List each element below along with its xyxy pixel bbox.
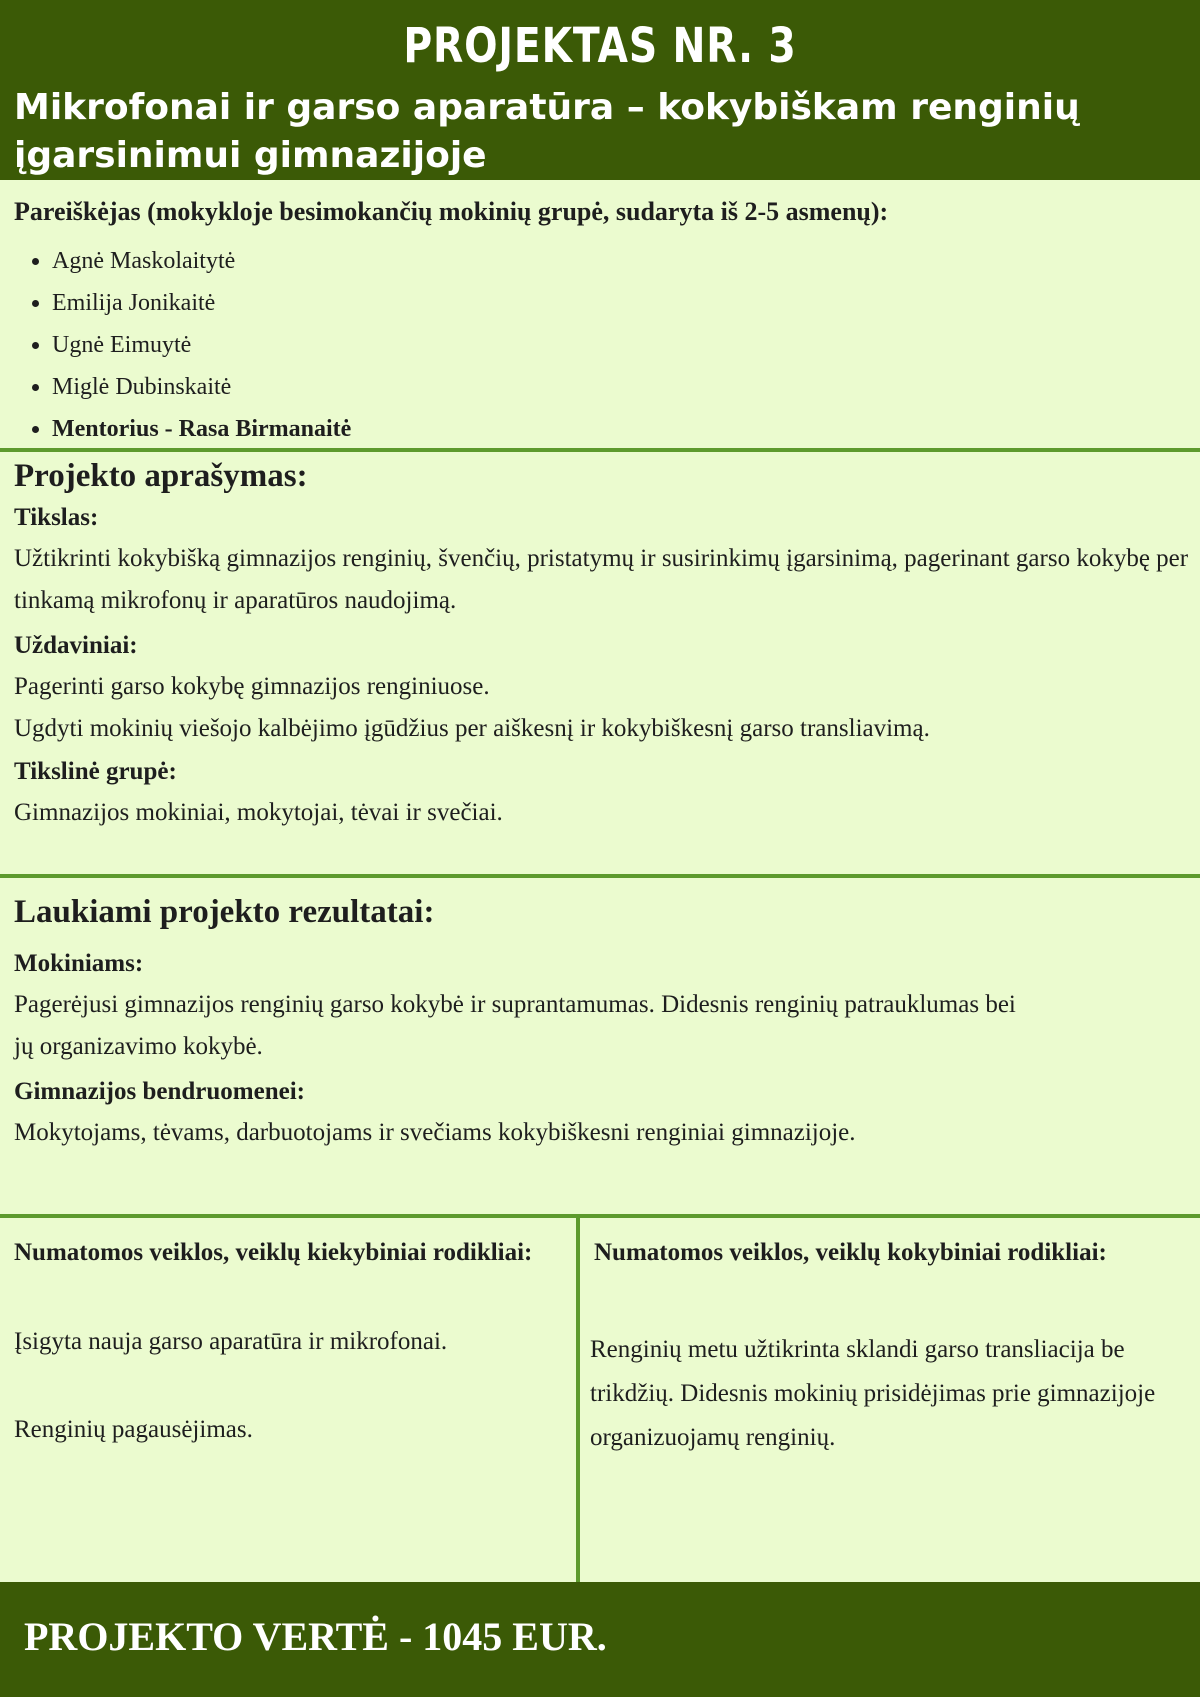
- results-heading: Laukiami projekto rezultatai:: [14, 894, 435, 930]
- quantitative-column: [14, 1222, 554, 1582]
- target-label: Tikslinė grupė:: [14, 758, 177, 785]
- project-title: PROJEKTAS NR. 3: [403, 18, 797, 74]
- divider: [0, 1214, 1200, 1218]
- community-label: Gimnazijos bendruomenei:: [14, 1078, 305, 1105]
- list-item: • Emilija Jonikaitė: [52, 282, 351, 324]
- project-value: PROJEKTO VERTĖ - 1045 EUR.: [24, 1614, 607, 1659]
- quantitative-label: Numatomos veiklos, veiklų kiekybiniai rodikliai:: [14, 1239, 533, 1266]
- divider: [0, 874, 1200, 878]
- qualitative-text: Renginių metu užtikrinta sklandi garso transliacija be trikdžių. Didesnis mokinių prisidėjimas prie gimnazijoje organizuojamų renginių.: [590, 1336, 1156, 1451]
- task-item: Pagerinti garso kokybę gimnazijos renginiuose.: [14, 673, 490, 700]
- goal-text: Užtikrinti kokybišką gimnazijos renginių, švenčių, pristatymų ir susirinkimų įgarsinimą, pagerinant garso kokybę per tinkamą mikrofonų ir aparatūros naudojimą.: [14, 545, 1189, 614]
- target-text: Gimnazijos mokiniai, mokytojai, tėvai ir svečiai.: [14, 799, 503, 826]
- list-item: • Agnė Maskolaitytė: [52, 240, 351, 282]
- list-item: • Ugnė Eimuytė: [52, 324, 351, 366]
- quantitative-item: Įsigyta nauja garso aparatūra ir mikrofonai.: [14, 1328, 448, 1355]
- tasks-label: Uždaviniai:: [14, 632, 138, 659]
- task-item: Ugdyti mokinių viešojo kalbėjimo įgūdžius per aiškesnį ir kokybiškesnį garso transliavimą.: [14, 715, 930, 742]
- column-divider: [576, 1218, 580, 1582]
- member-list: [0, 240, 351, 450]
- quantitative-item: Renginių pagausėjimas.: [14, 1416, 253, 1443]
- list-item: • Miglė Dubinskaitė: [52, 366, 351, 408]
- qualitative-column: [590, 1222, 1174, 1582]
- header-banner: [0, 0, 1200, 180]
- mentor-item: • Mentorius - Rasa Birmanaitė: [52, 408, 351, 450]
- community-text: Mokytojams, tėvams, darbuotojams ir svečiams kokybiškesni renginiai gimnazijoje.: [14, 1119, 856, 1146]
- qualitative-label: Numatomos veiklos, veiklų kokybiniai rodikliai:: [594, 1239, 1107, 1266]
- applicant-heading: Pareiškėjas (mokykloje besimokančių mokinių grupė, sudaryta iš 2-5 asmenų):: [14, 197, 889, 226]
- students-label: Mokiniams:: [14, 950, 144, 977]
- students-text: Pagerėjusi gimnazijos renginių garso kokybė ir suprantamumas. Didesnis renginių patrauklumas bei jų organizavimo kokybė.: [14, 991, 1016, 1060]
- goal-label: Tikslas:: [14, 504, 99, 531]
- footer-banner: [0, 1582, 1200, 1697]
- description-heading: Projekto aprašymas:: [14, 458, 308, 494]
- project-subtitle: Mikrofonai ir garso aparatūra – kokybiškam renginių įgarsinimui gimnazijoje: [14, 87, 1080, 176]
- divider: [0, 448, 1200, 452]
